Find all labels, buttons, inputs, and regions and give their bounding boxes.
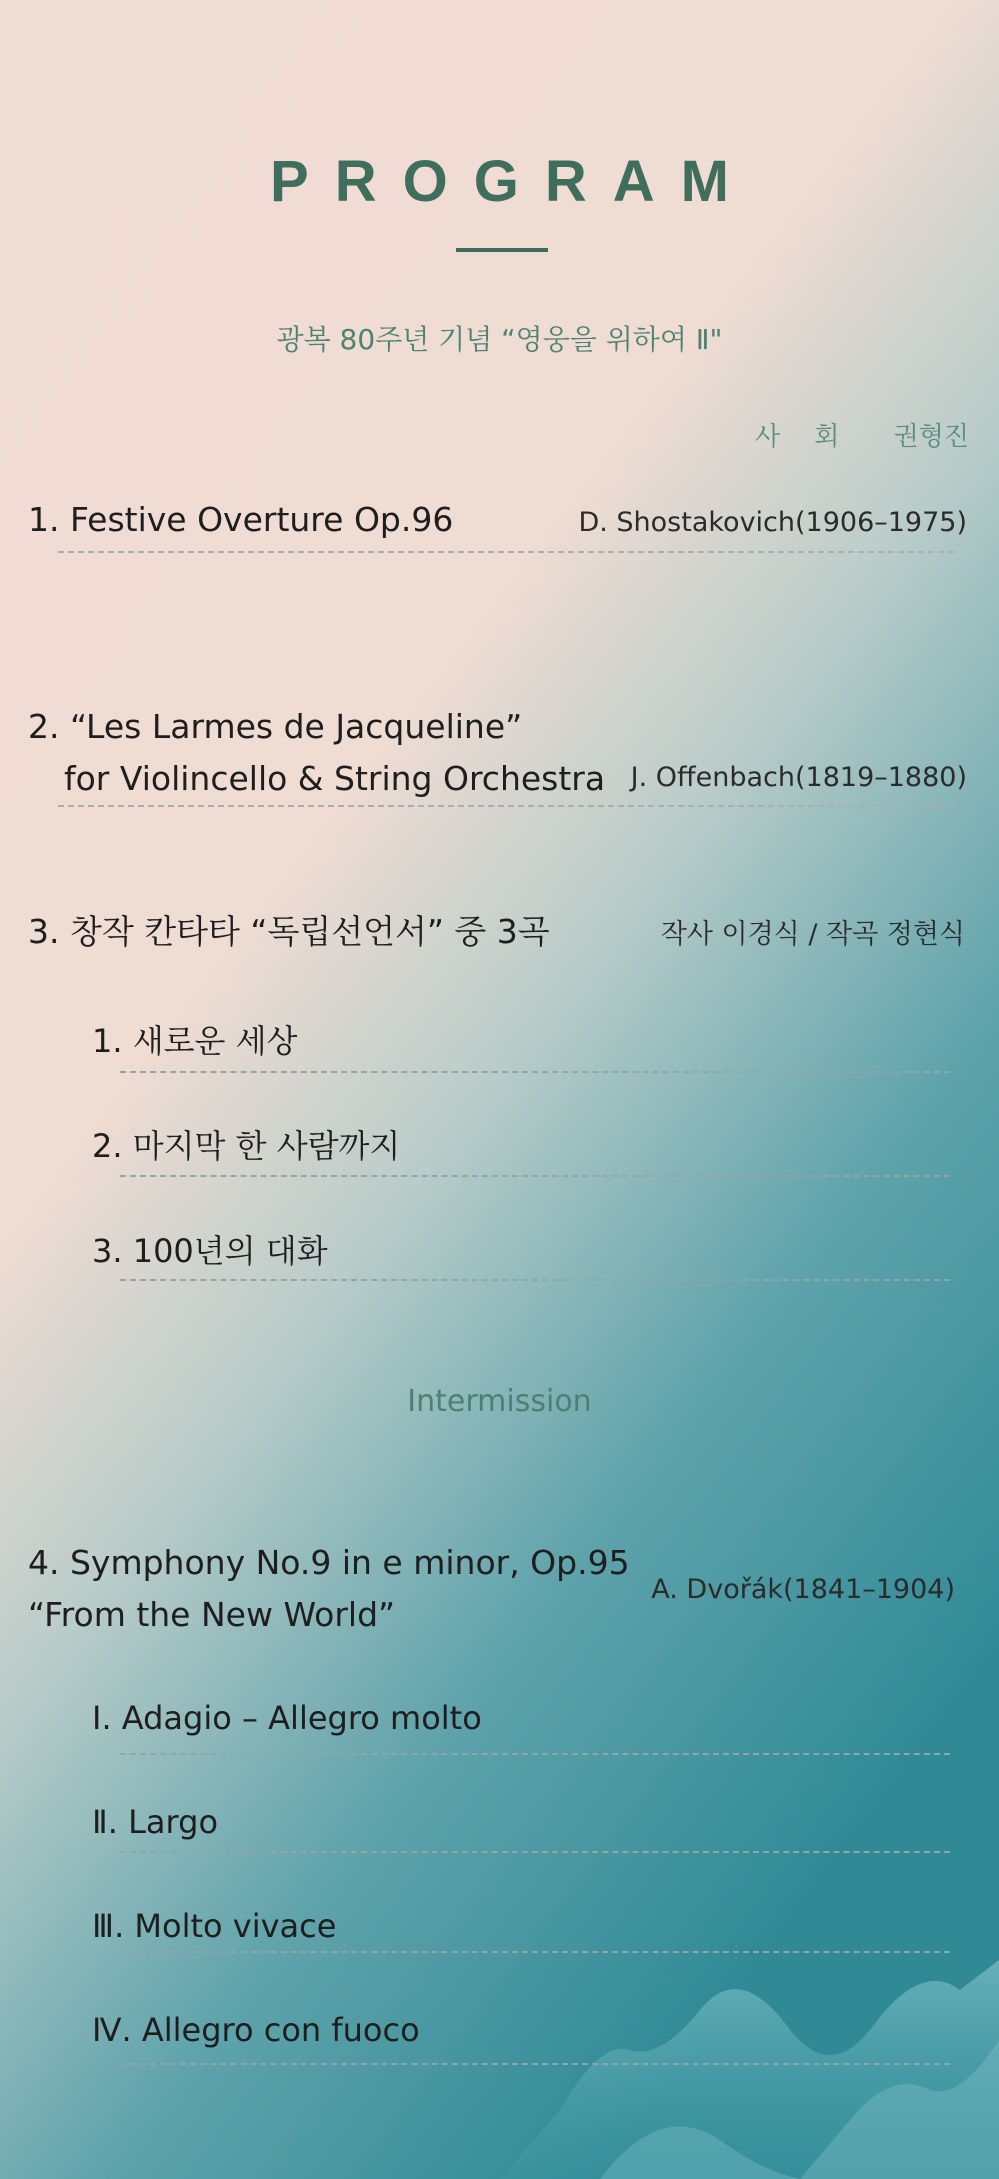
program-item-3-title: 3. 창작 칸타타 “독립선언서” 중 3곡 [28, 912, 550, 951]
intermission-label: Intermission [407, 1384, 592, 1419]
program-item-2-subtitle: for Violincello & String Orchestra [64, 759, 606, 798]
program-item-4-subtitle: “From the New World” [28, 1595, 396, 1634]
movement-item: Ⅲ. Molto vivace [92, 1907, 337, 1945]
program-item-2-title: 2. “Les Larmes de Jacqueline” [28, 707, 523, 746]
program-item-1-composer: D. Shostakovich(1906–1975) [578, 507, 967, 538]
movement-item: 2. 마지막 한 사람까지 [92, 1127, 401, 1165]
program-item-3-composer: 작사 이경식 / 작곡 정현식 [660, 919, 965, 950]
movement-item: 3. 100년의 대화 [92, 1232, 328, 1270]
program-item-2-composer: J. Offenbach(1819–1880) [630, 762, 967, 793]
title-divider [456, 248, 548, 252]
page-title: PROGRAM [270, 149, 755, 214]
divider [120, 1851, 950, 1853]
emcee-role-2: 회 [814, 422, 840, 452]
movement-item: 1. 새로운 세상 [92, 1022, 298, 1060]
movement-item: Ⅳ. Allegro con fuoco [92, 2011, 420, 2049]
divider [120, 1175, 950, 1177]
program-item-1-title: 1. Festive Overture Op.96 [28, 500, 454, 539]
divider [58, 805, 954, 807]
divider [120, 1279, 950, 1281]
divider [58, 551, 954, 553]
movement-item: Ⅰ. Adagio – Allegro molto [92, 1699, 482, 1737]
emcee-role-1: 사 [754, 422, 780, 452]
divider [120, 2063, 950, 2065]
divider [120, 1071, 950, 1073]
emcee-name: 권형진 [893, 422, 969, 452]
concert-subtitle: 광복 80주년 기념 “영웅을 위하여 Ⅱ" [276, 323, 723, 356]
emcee-credit [755, 416, 969, 453]
divider [120, 1951, 950, 1953]
program-item-4-composer: A. Dvořák(1841–1904) [651, 1574, 955, 1605]
movement-item: Ⅱ. Largo [92, 1803, 219, 1841]
program-item-4-title: 4. Symphony No.9 in e minor, Op.95 [28, 1543, 630, 1582]
divider [120, 1753, 950, 1755]
